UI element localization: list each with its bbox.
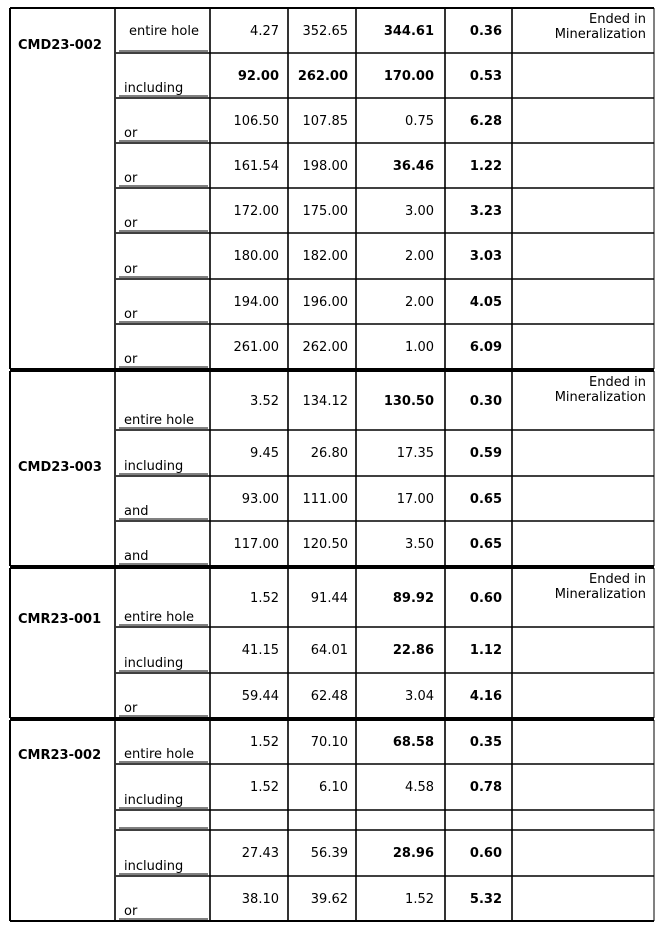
hole-id: CMD23-003 [18,460,102,475]
interval-label: entire hole [124,610,194,625]
length-value: 1.52 [405,892,434,907]
grade-value: 3.03 [469,249,502,264]
to-value: 107.85 [302,114,348,129]
from-value: 38.10 [241,892,279,907]
to-value: 70.10 [310,735,348,750]
grade-value: 1.22 [469,159,502,174]
to-value: 6.10 [319,780,348,795]
length-value: 4.58 [405,780,434,795]
from-value: 161.54 [233,159,279,174]
hole-id: CMD23-002 [18,38,102,53]
grade-value: 1.12 [469,643,502,658]
from-value: 1.52 [250,591,279,606]
grade-value: 0.65 [469,537,502,552]
grade-value: 0.53 [469,69,502,84]
grade-value: 6.09 [469,340,502,355]
to-value: 39.62 [310,892,348,907]
interval-label: including [124,859,184,874]
from-value: 9.45 [250,446,279,461]
interval-label: and [124,504,149,519]
interval-label: including [124,459,184,474]
from-value: 261.00 [233,340,279,355]
to-value: 352.65 [302,24,348,39]
length-value: 17.00 [396,492,434,507]
note-text: Mineralization [554,587,646,602]
to-value: 64.01 [310,643,348,658]
from-value: 106.50 [233,114,279,129]
interval-label: entire hole [124,747,194,762]
from-value: 1.52 [250,780,279,795]
length-value: 17.35 [396,446,434,461]
to-value: 134.12 [302,394,348,409]
grade-value: 0.65 [469,492,502,507]
to-value: 262.00 [297,69,348,84]
to-value: 56.39 [310,846,348,861]
interval-label: or [124,262,138,277]
grade-value: 5.32 [469,892,502,907]
interval-label: entire hole [129,24,199,39]
from-value: 92.00 [237,69,279,84]
interval-label: including [124,793,184,808]
hole-id: CMR23-001 [18,612,102,627]
grade-value: 4.16 [469,689,502,704]
to-value: 26.80 [310,446,348,461]
grade-value: 4.05 [469,295,502,310]
grade-value: 0.30 [469,394,502,409]
length-value: 89.92 [392,591,434,606]
to-value: 111.00 [302,492,348,507]
note-text: Ended in [589,12,646,27]
to-value: 62.48 [310,689,348,704]
length-value: 3.00 [405,204,434,219]
length-value: 2.00 [405,295,434,310]
interval-label: or [124,904,138,919]
length-value: 170.00 [383,69,434,84]
interval-label: or [124,701,138,716]
from-value: 117.00 [233,537,279,552]
from-value: 3.52 [250,394,279,409]
length-value: 2.00 [405,249,434,264]
length-value: 28.96 [392,846,434,861]
interval-label: and [124,549,149,564]
to-value: 182.00 [302,249,348,264]
interval-label: or [124,126,138,141]
note-text: Ended in [589,572,646,587]
hole-id: CMR23-002 [18,748,102,763]
length-value: 130.50 [383,394,434,409]
to-value: 196.00 [302,295,348,310]
interval-label: or [124,352,138,367]
to-value: 262.00 [302,340,348,355]
note-text: Mineralization [554,27,646,42]
from-value: 172.00 [233,204,279,219]
length-value: 344.61 [383,24,434,39]
interval-label: including [124,81,184,96]
grade-value: 6.28 [469,114,502,129]
to-value: 175.00 [302,204,348,219]
grade-value: 0.59 [469,446,502,461]
interval-label: or [124,307,138,322]
grade-value: 3.23 [469,204,502,219]
from-value: 194.00 [233,295,279,310]
grade-value: 0.35 [469,735,502,750]
grade-value: 0.36 [469,24,502,39]
from-value: 1.52 [250,735,279,750]
interval-label: or [124,171,138,186]
from-value: 93.00 [241,492,279,507]
length-value: 3.50 [405,537,434,552]
from-value: 41.15 [241,643,279,658]
interval-label: or [124,216,138,231]
to-value: 120.50 [302,537,348,552]
length-value: 3.04 [405,689,434,704]
to-value: 198.00 [302,159,348,174]
length-value: 36.46 [392,159,434,174]
interval-label: entire hole [124,413,194,428]
from-value: 4.27 [250,24,279,39]
from-value: 27.43 [241,846,279,861]
from-value: 180.00 [233,249,279,264]
note-text: Mineralization [554,390,646,405]
grade-value: 0.60 [469,846,502,861]
interval-label: including [124,656,184,671]
length-value: 68.58 [392,735,434,750]
from-value: 59.44 [241,689,279,704]
note-text: Ended in [589,375,646,390]
grade-value: 0.78 [469,780,502,795]
length-value: 1.00 [405,340,434,355]
to-value: 91.44 [310,591,348,606]
length-value: 22.86 [392,643,434,658]
grade-value: 0.60 [469,591,502,606]
length-value: 0.75 [405,114,434,129]
